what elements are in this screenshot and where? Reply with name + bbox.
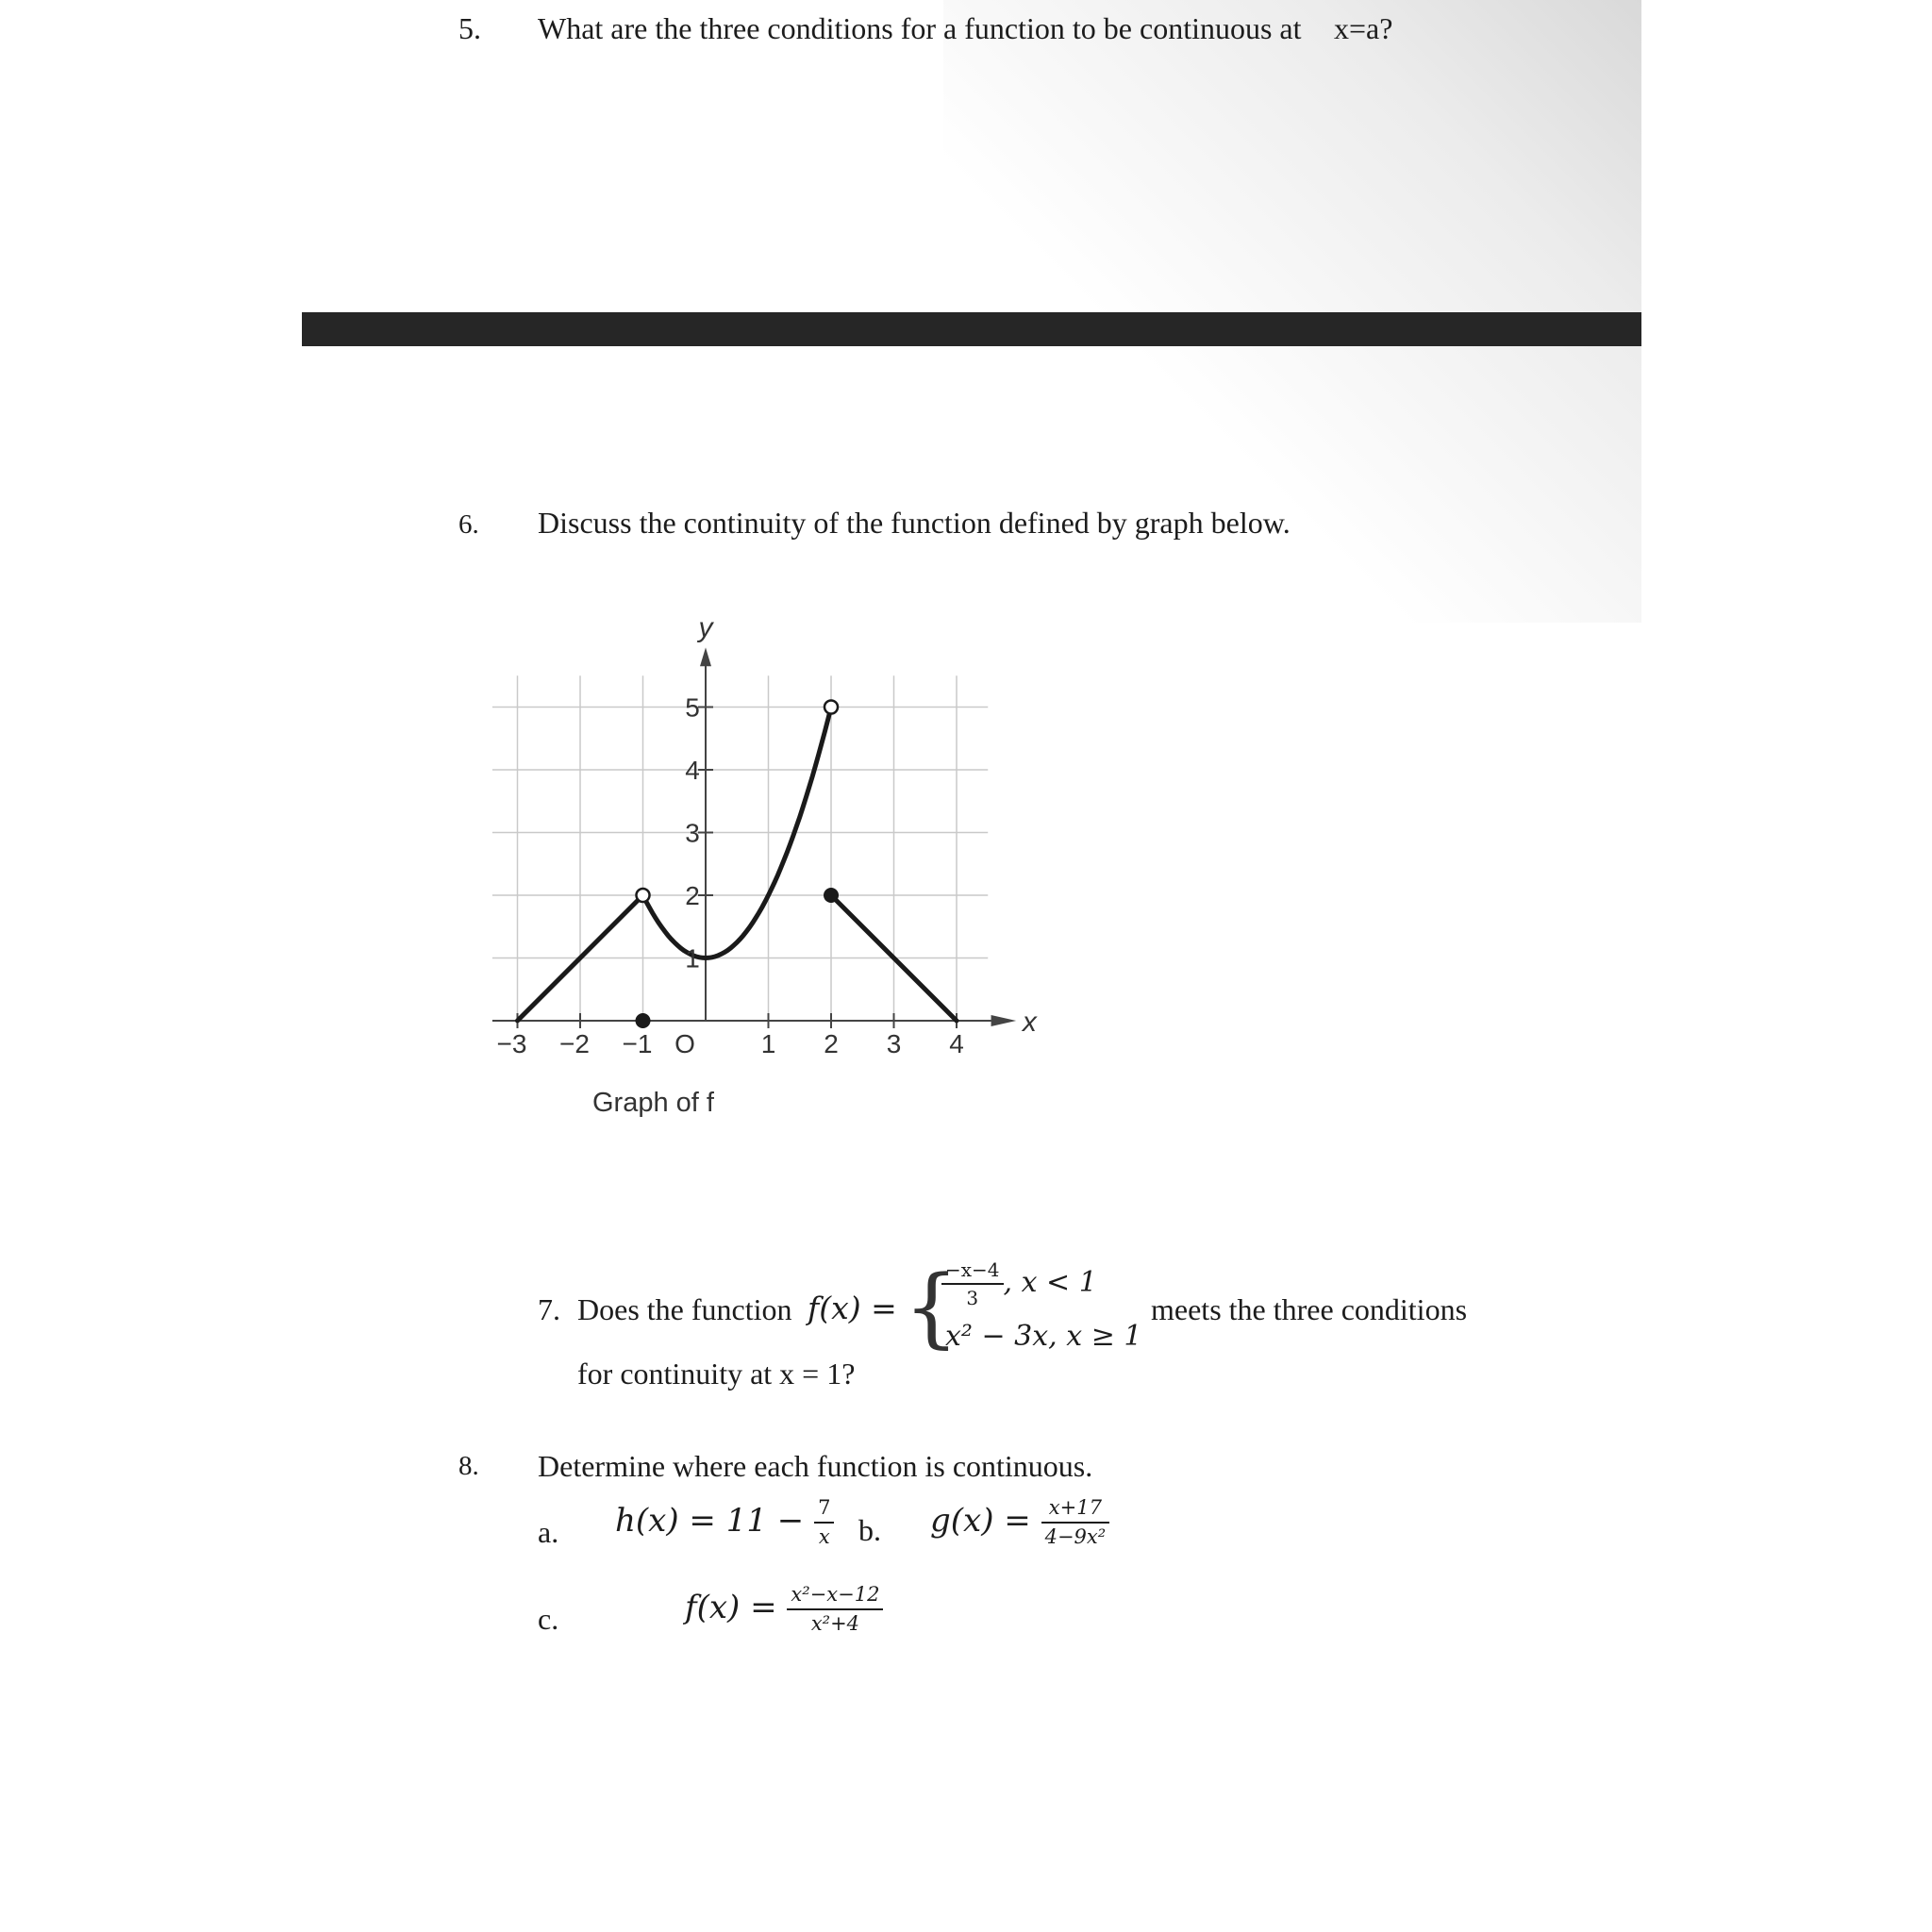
q5-text: What are the three conditions for a function to be continuous at — [538, 11, 1302, 45]
q7-line2: for continuity at x = 1? — [577, 1357, 856, 1391]
x-axis-label: x — [1022, 1007, 1037, 1038]
q8b-label: b. — [858, 1513, 881, 1547]
open-point — [824, 701, 838, 714]
y-axis-arrow — [700, 647, 711, 666]
q5-variable: x=a? — [1334, 11, 1393, 45]
q8c-numerator: x²−x−12 — [787, 1585, 883, 1610]
y-tick-label: 1 — [685, 943, 700, 974]
q7-fx: f(x) = — [808, 1290, 897, 1326]
origin-label: O — [675, 1029, 695, 1058]
q8b-expression — [930, 1498, 1109, 1547]
closed-point — [636, 1013, 651, 1028]
q8b-denominator: 4−9x² — [1044, 1525, 1107, 1548]
x-tick-label: 4 — [949, 1029, 964, 1058]
q8a-denominator: x — [818, 1525, 830, 1548]
q7-case1-numerator: −x−4 — [941, 1260, 1004, 1285]
graph-curves — [518, 708, 958, 1022]
y-tick-label: 3 — [685, 818, 700, 848]
function-graph — [472, 604, 1057, 1132]
q8c-denominator: x²+4 — [810, 1612, 860, 1635]
graph-points — [636, 701, 840, 1029]
q8-text: Determine where each function is continuous. — [538, 1449, 1093, 1483]
q8a-label: a. — [538, 1515, 559, 1549]
q5-number: 5. — [458, 11, 481, 45]
closed-point — [824, 888, 839, 903]
q7-case1 — [941, 1260, 1097, 1307]
q7-number: 7. — [538, 1292, 560, 1326]
y-tick-label: 4 — [685, 756, 700, 785]
x-tick-label: 1 — [760, 1029, 776, 1058]
q8-number: 8. — [458, 1451, 479, 1481]
q7-tail: meets the three conditions — [1151, 1292, 1468, 1326]
q8c-expression — [685, 1585, 883, 1634]
q8a-expression — [615, 1498, 834, 1547]
x-tick-label: −3 — [496, 1029, 527, 1058]
x-tick-label: −1 — [622, 1029, 653, 1058]
q8a-numerator: 7 — [814, 1498, 834, 1524]
x-axis-arrow — [991, 1015, 1017, 1026]
q8c-label: c. — [538, 1602, 559, 1636]
y-axis-label: y — [698, 612, 713, 644]
y-tick-label: 5 — [685, 692, 700, 723]
q6-text: Discuss the continuity of the function defined by graph below. — [538, 506, 1291, 540]
q8c-lhs: f(x) = — [685, 1589, 777, 1626]
open-point — [637, 889, 650, 902]
q8b-numerator: x+17 — [1041, 1498, 1110, 1524]
x-tick-label: 2 — [824, 1029, 839, 1058]
q6-number: 6. — [458, 509, 479, 540]
redaction-bar — [302, 312, 1641, 346]
axis-ticks — [518, 708, 958, 1029]
q7-case1-condition: , x < 1 — [1003, 1266, 1097, 1299]
q7-case1-denominator: 3 — [966, 1287, 979, 1309]
graph-caption: Graph of f — [592, 1088, 714, 1118]
q7-case2: x² − 3x, x ≥ 1 — [945, 1320, 1142, 1353]
q8b-lhs: g(x) = — [930, 1502, 1031, 1540]
q8a-lhs: h(x) = 11 − — [615, 1502, 805, 1540]
y-tick-label: 2 — [685, 881, 700, 910]
x-tick-label: −2 — [559, 1029, 590, 1058]
q7-lead: Does the function — [577, 1292, 792, 1326]
x-tick-label: 3 — [886, 1029, 902, 1058]
q7-brace: { — [904, 1257, 959, 1357]
